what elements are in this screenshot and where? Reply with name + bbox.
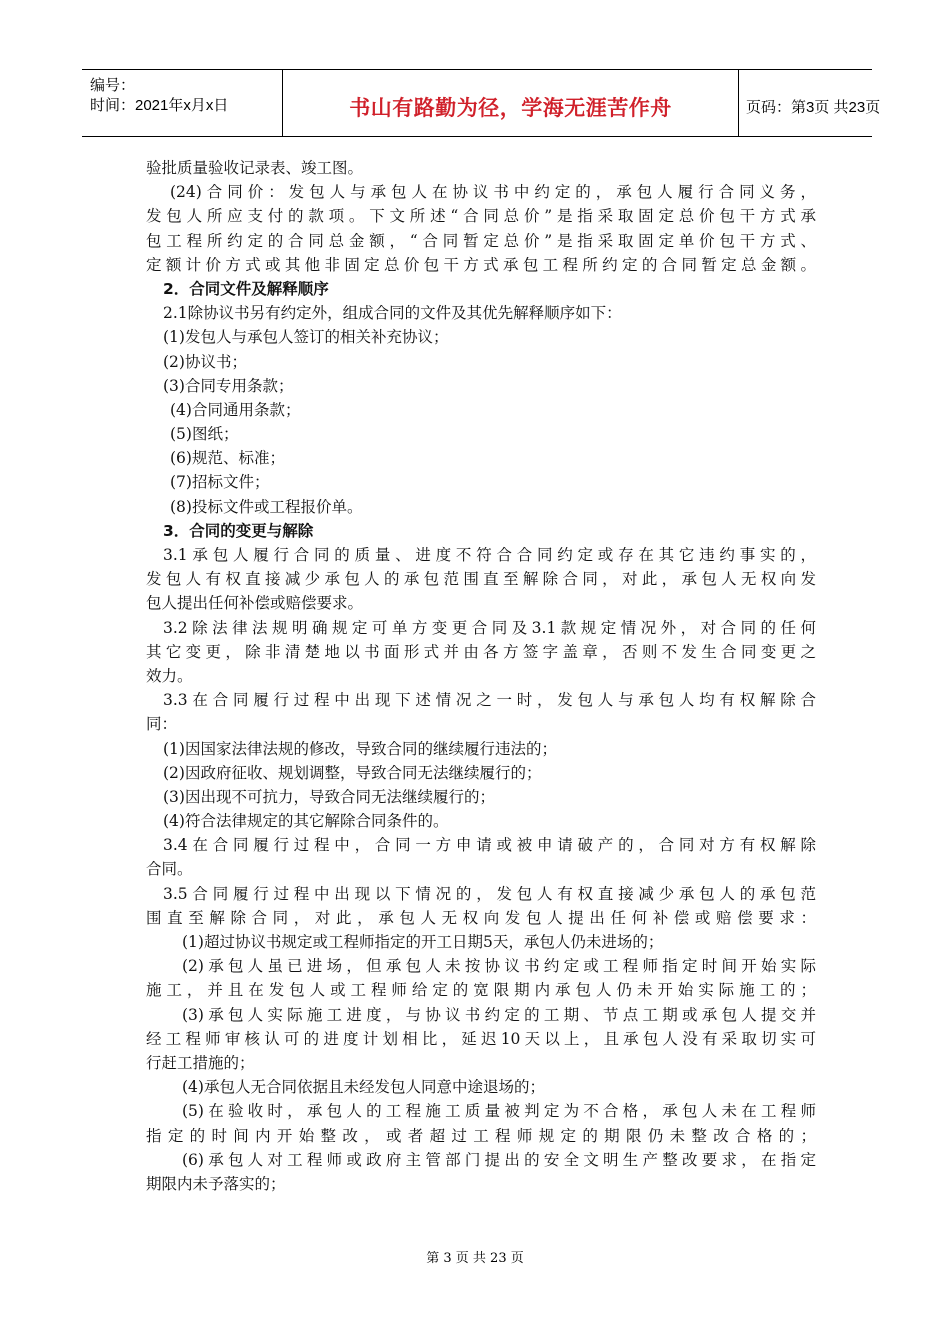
text-line: 3.4在合同履行过程中，合同一方申请或被申请破产的，合同对方有权解除 [163,836,816,855]
list-item: (1)超过协议书规定或工程师指定的开工日期5天，承包人仍未进场的； [182,933,664,951]
text-line: 3.2除法律法规明确规定可单方变更合同及3.1款规定情况外，对合同的任何 [163,618,816,637]
list-item: (5)图纸； [170,425,239,444]
page-header [82,69,881,137]
document-body [146,156,816,1196]
section-heading: 3．合同的变更与解除 [163,521,314,540]
list-item: (2)因政府征收、规划调整，导致合同无法继续履行的； [163,763,542,782]
text-line: 2.1除协议书另有约定外，组成合同的文件及其优先解释顺序如下： [163,304,622,323]
list-item: (1)发包人与承包人签订的相关补充协议； [163,328,449,347]
header-page-label: 页码：第3页 共23页 [746,99,881,116]
list-item: (4)合同通用条款； [170,400,301,419]
text-line: 施工，并且在发包人或工程师给定的宽限期内承包人仍未开始实际施工的； [146,981,816,1000]
text-line: 合同。 [146,860,193,879]
list-item: (3)因出现不可抗力，导致合同无法继续履行的； [163,787,495,806]
list-item: (7)招标文件； [170,473,270,492]
list-item: (2)协议书； [163,352,247,371]
text-line: 定额计价方式或其他非固定总价包干方式承包工程所约定的合同暂定总金额。 [146,255,816,274]
text-line: 经工程师审核认可的进度计划相比，延迟10天以上，且承包人没有采取切实可 [146,1029,816,1048]
text-line: 期限内未予落实的； [146,1174,286,1193]
list-item: (6)规范、标准； [170,449,285,468]
text-line: 包工程所约定的合同总金额，“合同暂定总价”是指采取固定单价包干方式、 [146,231,816,250]
list-item: (3)合同专用条款； [163,376,294,395]
text-line: 围直至解除合同，对此，承包人无权向发包人提出任何补偿或赔偿要求： [146,908,816,927]
header-motto-cell [282,70,739,136]
list-item: (2)承包人虽已进场，但承包人未按协议书约定或工程师指定时间开始实际 [182,957,816,976]
text-line: 发包人有权直接减少承包人的承包范围直至解除合同，对此，承包人无权向发 [146,570,816,589]
text-line: 3.5合同履行过程中出现以下情况的，发包人有权直接减少承包人的承包范 [163,884,816,903]
list-item: (8)投标文件或工程报价单。 [170,497,363,516]
document-number-label: 编号： [90,77,136,94]
list-item: (4)符合法律规定的其它解除合同条件的。 [163,812,449,831]
page-footer: 第 3 页 共 23 页 [426,1251,524,1266]
document-date-label: 时间：2021年x月x日 [90,97,229,114]
text-line: 效力。 [146,666,193,685]
header-page-cell [738,70,881,136]
text-line: 其它变更，除非清楚地以书面形式并由各方签字盖章，否则不发生合同变更之 [146,642,816,661]
text-line: 3.3在合同履行过程中出现下述情况之一时，发包人与承包人均有权解除合 [163,691,816,710]
text-line: (24)合同价：发包人与承包人在协议书中约定的，承包人履行合同义务， [170,183,816,202]
header-info-cell [82,70,282,136]
text-line: 发包人所应支付的款项。下文所述“合同总价”是指采取固定总价包干方式承 [146,207,816,226]
list-item: (4)承包人无合同依据且未经发包人同意中途退场的； [182,1078,545,1097]
list-item: (1)因国家法律法规的修改，导致合同的继续履行违法的； [163,739,557,758]
header-motto: 书山有路勤为径，学海无涯苦作舟 [349,96,672,120]
list-item: (5)在验收时，承包人的工程施工质量被判定为不合格，承包人未在工程师 [182,1102,816,1121]
section-heading: 2．合同文件及解释顺序 [163,279,329,298]
list-item: (6)承包人对工程师或政府主管部门提出的安全文明生产整改要求，在指定 [182,1150,816,1169]
text-line: 验批质量验收记录表、竣工图。 [146,159,364,177]
text-line: 同： [146,715,178,734]
text-line: 指定的时间内开始整改，或者超过工程师规定的期限仍未整改合格的； [146,1126,816,1145]
text-line: 包人提出任何补偿或赔偿要求。 [146,594,364,613]
text-line: 3.1承包人履行合同的质量、进度不符合合同约定或存在其它违约事实的， [163,546,816,564]
list-item: (3)承包人实际施工进度，与协议书约定的工期、节点工期或承包人提交并 [182,1005,816,1024]
text-line: 行赶工措施的； [146,1053,255,1072]
